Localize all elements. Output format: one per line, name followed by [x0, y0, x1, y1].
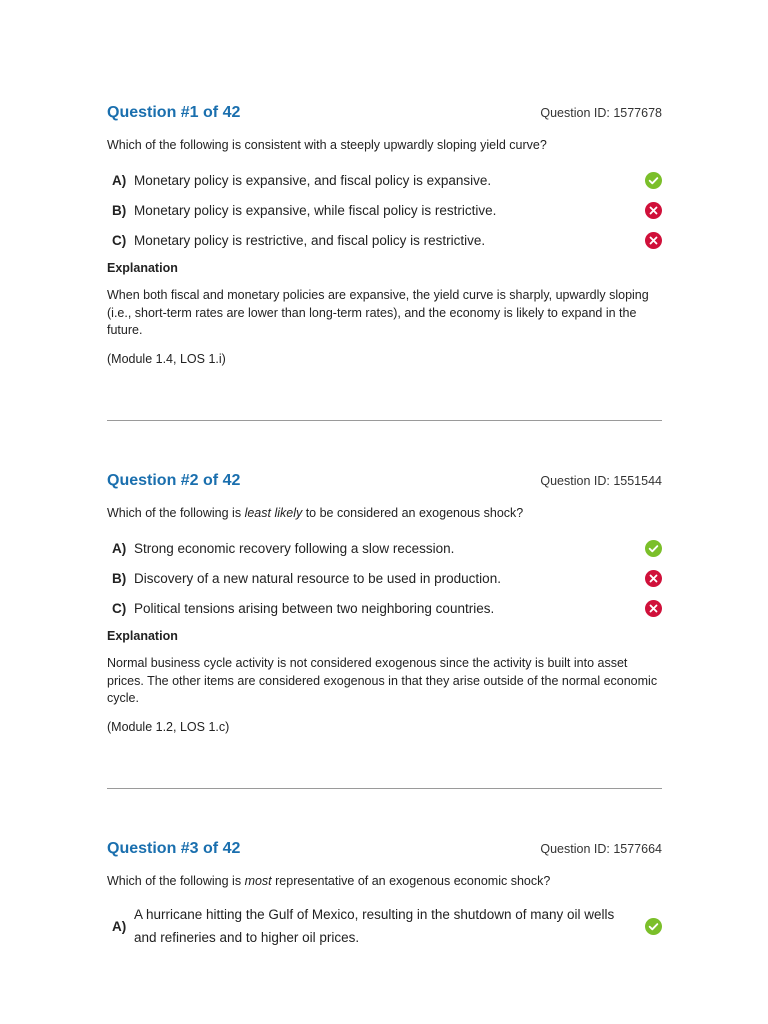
- question-title: Question #3 of 42: [107, 840, 241, 857]
- question-title: Question #1 of 42: [107, 104, 241, 121]
- checkmark-circle-icon: [645, 918, 662, 935]
- choice-text: Discovery of a new natural resource to be used in production.: [134, 570, 501, 586]
- checkmark-circle-icon: [645, 540, 662, 557]
- question-id: Question ID: 1577678: [540, 106, 662, 120]
- explanation-text: When both fiscal and monetary policies are expansive, the yield curve is sharply, upwardly sloping (i.e., short-term rates are lower than long-term rates), and the economy is likely to expand in the future.: [107, 288, 649, 337]
- choice-text: Monetary policy is expansive, and fiscal policy is expansive.: [134, 172, 492, 188]
- choice-letter: A): [112, 172, 127, 188]
- section-divider: [107, 420, 662, 421]
- explanation-heading: Explanation: [107, 261, 178, 275]
- x-circle-icon: [645, 600, 662, 617]
- choice-letter: C): [112, 232, 127, 248]
- answer-choice-a[interactable]: [107, 165, 662, 195]
- answer-choice-c[interactable]: [107, 225, 662, 255]
- question-2: [107, 472, 662, 734]
- answer-choice-b[interactable]: [107, 563, 662, 593]
- answer-choices: [107, 165, 662, 255]
- question-header: [107, 472, 662, 490]
- x-circle-icon: [645, 570, 662, 587]
- checkmark-circle-icon: [645, 172, 662, 189]
- choice-letter: A): [112, 540, 127, 556]
- answer-choices: [107, 901, 662, 951]
- question-1: [107, 104, 662, 366]
- choice-text: Monetary policy is restrictive, and fiscal policy is restrictive.: [134, 232, 486, 248]
- explanation-reference: (Module 1.2, LOS 1.c): [107, 719, 230, 734]
- answer-choices: [107, 533, 662, 623]
- choice-letter: C): [112, 600, 127, 616]
- section-divider: [107, 788, 662, 789]
- question-header: [107, 840, 662, 858]
- choice-letter: A): [112, 918, 127, 934]
- choice-text: Political tensions arising between two neighboring countries.: [134, 600, 495, 616]
- answer-choice-a[interactable]: [107, 533, 662, 563]
- question-id: Question ID: 1551544: [540, 474, 662, 488]
- question-stem: Which of the following is consistent with a steeply upwardly sloping yield curve?: [107, 138, 547, 152]
- question-3: [107, 840, 662, 951]
- answer-choice-b[interactable]: [107, 195, 662, 225]
- x-circle-icon: [645, 202, 662, 219]
- question-id: Question ID: 1577664: [540, 842, 662, 856]
- explanation-text: Normal business cycle activity is not considered exogenous since the activity is built into asset prices. The other items are considered exogenous in that they arise outside of the normal economic cycle.: [107, 656, 658, 705]
- answer-choice-c[interactable]: [107, 593, 662, 623]
- question-stem: Which of the following is least likely to be considered an exogenous shock?: [107, 506, 524, 520]
- question-header: [107, 104, 662, 122]
- choice-text: Strong economic recovery following a slow recession.: [134, 540, 455, 556]
- choice-text: Monetary policy is expansive, while fiscal policy is restrictive.: [134, 202, 497, 218]
- x-circle-icon: [645, 232, 662, 249]
- answer-choice-a[interactable]: [107, 901, 662, 951]
- question-title: Question #2 of 42: [107, 472, 241, 489]
- question-stem: Which of the following is most representative of an exogenous economic shock?: [107, 874, 551, 888]
- choice-letter: B): [112, 202, 127, 218]
- choice-text: A hurricane hitting the Gulf of Mexico, resulting in the shutdown of many oil wells and refineries and to higher oil prices.: [134, 907, 615, 945]
- explanation-heading: Explanation: [107, 629, 178, 643]
- explanation-reference: (Module 1.4, LOS 1.i): [107, 351, 226, 366]
- choice-letter: B): [112, 570, 127, 586]
